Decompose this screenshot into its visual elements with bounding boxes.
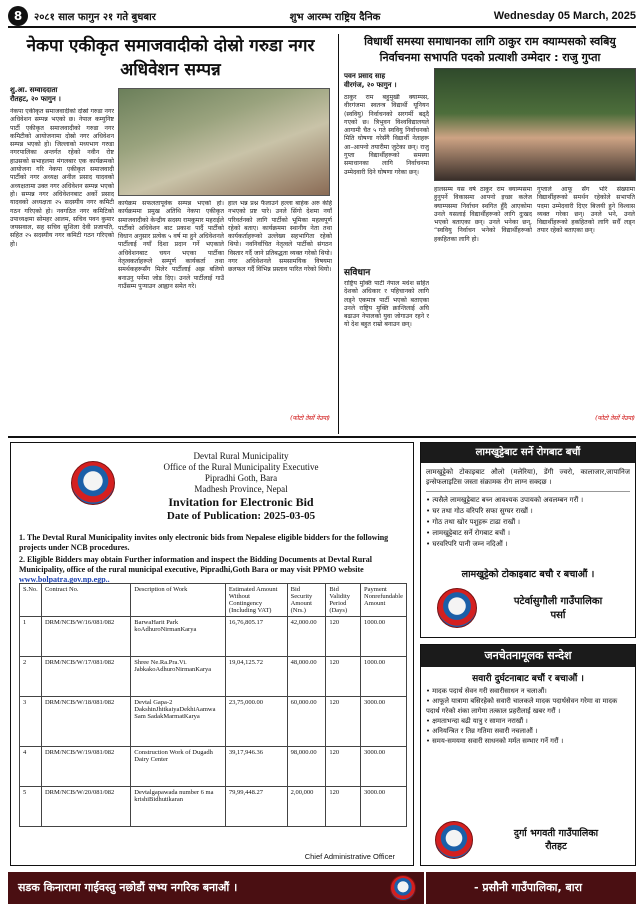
table-cell: 120	[326, 787, 361, 827]
story1-photo-caption: (फोटो तेर्सो नेउपा)	[290, 415, 330, 422]
mosquito-ad-slogan: लामखुट्टेको टोकाइबाट बचौ र बचाऔं ।	[461, 569, 595, 580]
table-row	[20, 787, 407, 827]
bid-date: Date of Publication: 2025-03-05	[166, 510, 316, 522]
story2-byline: पवन प्रसाद साह वीरगंज, २० फागुन ।	[344, 72, 397, 89]
municipality-emblem-icon	[437, 588, 477, 628]
story2-subhead: सविधान	[344, 268, 371, 278]
page-number: 8	[8, 6, 28, 26]
bid-line3: Pipradhi Goth, Bara	[204, 473, 278, 483]
bid-para2: 2. Eligible Bidders may obtain Further information and inspect the Bidding Documents at Devtal Rural Municipality, office of the rural municipal executive, Pipradhi,Goth Bara or may visit PPMO website	[19, 555, 372, 574]
table-cell: 48,000.00	[287, 657, 326, 697]
table-cell: 1	[20, 617, 42, 657]
table-cell: Devtalgapawada number 6 ma krishiBidhutikaran	[131, 787, 226, 827]
newspaper-name: शुभ आरम्भ राष्ट्रिय दैनिक	[289, 12, 381, 23]
col-header: Description of Work	[131, 584, 226, 617]
story2-column3: गुप्ताले आफू सँग भरि संख्यामा विद्यार्थीहरूको समर्थन रहेकोले सभापति पदमा उम्मेदवारी दिएर बिजयी हुने विश्वास व्यक्त गरेका छन्। उनले भने, उनले विद्यार्थीहरूको हकहितको लागि सधैँ लड्न तयार रहेको बताएका छन्।	[537, 186, 635, 235]
table-cell: 4	[20, 747, 42, 787]
tip-item: • क्षमताभन्दा बढी यात्रु र सामान नराखौं ।	[426, 716, 630, 726]
table-cell: 42,000.00	[287, 617, 326, 657]
mosquito-ad-place: पर्सा	[550, 610, 566, 621]
footer-left-text: सडक किनारामा गाईवस्तु नछोडौं सभ्य नगरिक बनाऔं ।	[18, 881, 238, 894]
table-cell: 120	[326, 747, 361, 787]
footer-right-text: - प्रसौनी गाउँपालिका, बारा	[424, 872, 630, 904]
tip-item: • त्यसैले लामखुट्टेबाट बच्न आवश्यक उपायको अवलम्बन गरौं ।	[426, 495, 630, 506]
story2-column1: ठाकुर राम बहुमुखी क्याम्पस, वीरगंजमा स्वतन्त्र विद्यार्थी यूनियन (स्ववियु) निर्वाचनको सरगर्मी बढ्दै गएको छ। त्रिभुवन विश्वविद्यालयले आगामी चैत ५ गते स्ववियु निर्वाचनको मिति घोषणा गरेसँगै विद्यार्थी नेताहरू आ–आफ्नो तयारीमा जुटेका छन्। राजु गुप्ता विद्यार्थीहरूको समस्या समाधानका लागि निर्वाचनमा उम्मेदवारी दिने घोषणा गरेका छन्।	[344, 94, 429, 176]
table-cell: DRM/NCB/W/18/081/082	[41, 697, 130, 747]
table-cell: 2,00,000	[287, 787, 326, 827]
mosquito-ad-org: पटेर्वासुगौली गाउँपालिका	[513, 596, 603, 607]
table-cell: 16,76,805.17	[225, 617, 287, 657]
story2-headline: विधार्थी समस्या समाधानका लागि ठाकुर राम क्याम्पसको स्वबियु निर्वाचनमा सभापति पदको प्रत्याशी उम्मेदार : राजु गुप्ता	[364, 35, 616, 64]
table-row	[20, 657, 407, 697]
table-cell: 60,000.00	[287, 697, 326, 747]
column-divider	[338, 34, 339, 434]
table-cell: 19,04,125.72	[225, 657, 287, 697]
col-header: Estimated Amount Without Contingency (Including VAT)	[225, 584, 287, 617]
col-header: Contract No.	[41, 584, 130, 617]
story1-column3: हाल भन्न प्रश्न फैलाउने हल्ला बाहेक अरु केहि नभएको प्रष्ट पारे। उनले सिंगो देशमा नयाँ परिवर्तनको लागि पार्टीको भूमिका महत्वपूर्ण रहेको बताए। कार्यक्रममा स्थानीय नेता तथा कार्यकर्ताहरूको उल्लेख्य सहभागिता रहेको थियो। नवनिर्वाचित नेतृत्वले पार्टीको संगठन विस्तार गर्दै जाने प्रतिबद्धता व्यक्त गरेको थियो। नगर अधिवेशनले समसामयिक विषयमा छलफल गर्दै विभिन्न प्रस्ताव पारित गरेको थियो।	[228, 200, 332, 274]
story1-headline: नेकपा एकीकृत समाजवादीको दोस्रो गरुडा नगर अधिवेशन सम्पन्न	[26, 36, 315, 80]
bid-para1: 1. The Devtal Rural Municipality invites only electronic bids from Nepalese eligible bidders for the following projects under NCB procedures.	[19, 533, 389, 552]
table-cell: 2	[20, 657, 42, 697]
municipality-emblem-icon	[390, 875, 416, 901]
bid-title: Invitation for Electronic Bid	[168, 495, 314, 509]
bid-table	[19, 583, 407, 827]
tip-item: • गोठ तथा खोर पशुहरू टाढा राखौं ।	[426, 517, 630, 528]
tip-item: • घरवरिपरि पानी जम्न नदिऔं ।	[426, 539, 630, 550]
tip-item: • मादक पदार्थ सेवन गरी सवारीसाधन न चलाऔं।	[426, 686, 630, 696]
table-cell: Construction Work of Dugadh Dairy Center	[131, 747, 226, 787]
story2-photo-caption: (फोटो तेर्सो नेउपा)	[595, 415, 635, 422]
table-cell: 3000.00	[361, 697, 407, 747]
tip-item: • लामखुट्टेबाट सर्ने रोगबाट बचौं ।	[426, 528, 630, 539]
story2-photo	[434, 68, 636, 181]
table-cell: DRM/NCB/W/19/081/082	[41, 747, 130, 787]
table-cell: 98,000.00	[287, 747, 326, 787]
story2-column1b: राष्ट्रिय मुक्ति पार्टी नेपाल मधेश सहित देशको अधिकार र पहिचानको लागि लड्ने एकमात्र पार्टी भएको बताएका उनले राष्ट्रिय मुक्ति क्रान्तिलाई अघि बढाउन नेपालको युवा जोगाउन रहने र यो देश बहुत राम्रो बनाउन छन्।	[344, 280, 429, 329]
tip-item: • अनियन्त्रित र तिव्र गतिमा सवारी नचलाऔं ।	[426, 726, 630, 736]
mosquito-ad-title: लामखुट्टेबाट सर्ने रोगबाट बचौं	[421, 443, 635, 463]
bid-signature: Chief Administrative Officer	[304, 852, 395, 861]
table-cell: Shree Ne.Ra.Pra.Vi. JabkakoAdhuroNirmanKarya	[131, 657, 226, 697]
story1-column1: नेकपा एकीकृत समाजवादीको दोस्रो गरुडा नगर अधिवेशन सम्पन्न भएको छ। नेपाल कम्युनिष्ट पार्टी एकीकृत समाजवादीको गरुडा नगर कमिटीको आयोजनामा दोस्रो नगर अधिवेशन सम्पन्न भएको हो। जिल्लाको मध्यभाग गरुडा नगरपालिका अन्तर्गत रहेको नवीन रोष्ट हाउसको सभाहलमा मंगलबार एक कार्यक्रमको आयोजना गरि नेकपा एकीकृत समाजवादी पार्टीको नगर अध्यक्ष अनील प्रसाद यादवको अध्यक्षतामा उक्त नगर अधिवेशन सम्पन्न भएको हो। सम्पन्न नगर अधिवेशनबाट अर्को प्रसाद यादवको अध्यक्षता २५ सदस्यीय नगर कमिटी गठन गरिएको हो। नवगठित नगर कमिटिको उपाध्यक्षमा सोमहर आलम, सचिव पवन कुमार जयसवाल, सह सचिव सुशिला देवी प्रजापति, सहित २५ सदस्यीय नगर कमिटी गठन गरिएको हो।	[10, 108, 114, 248]
mosquito-tips	[421, 492, 635, 553]
road-safety-org: दुर्गा भगवती गाउँपालिका	[513, 828, 599, 839]
table-row	[20, 747, 407, 787]
table-cell: 1000.00	[361, 657, 407, 697]
mosquito-ad	[420, 442, 636, 638]
table-cell: 120	[326, 657, 361, 697]
table-cell: 1000.00	[361, 617, 407, 657]
english-date: Wednesday 05 March, 2025	[493, 10, 637, 22]
municipality-emblem-icon	[435, 821, 473, 859]
table-cell: 3	[20, 697, 42, 747]
table-row	[20, 617, 407, 657]
table-cell: DRM/NCB/W/16/081/082	[41, 617, 130, 657]
table-cell: 23,75,000.00	[225, 697, 287, 747]
col-header: Bid Security Amount (Nrs.)	[287, 584, 326, 617]
story1-column2: कार्यक्रम सफलतापूर्वक सम्पन्न भएको हो। कार्यक्रममा प्रमुख अतिथि नेकपा एकीकृत समाजवादीको केन्द्रीय सदस्य रामकुमार महराईले पार्टीको अधिवेशन बाट प्रकाश पार्दै पार्टीको विधान अनुसार प्रत्येक ५ वर्ष मा हुने अधिवेशनले पार्टीलाई नयाँ दिशा प्रदान गर्ने भएकाले अधिवेशनबाट चयन भएका पार्टीका नेतृत्वकर्ताहरूले सम्पूर्ण कार्यकर्ता तथा समर्थकहरूसँग मिलेर पार्टीलाई अझ बलियो बनाउनु पर्नेमा जोड दिए। उनले पार्टीलाई गाउँ गाउँसम्म पुर्‍याउन आह्वान समेत गरे।	[118, 200, 224, 290]
table-cell: DRM/NCB/W/17/081/082	[41, 657, 130, 697]
story1-photo	[118, 88, 330, 196]
col-header: S.No.	[20, 584, 42, 617]
bid-line4: Madhesh Province, Nepal	[194, 484, 288, 494]
section-divider	[8, 436, 636, 438]
table-cell: 39,17,946.36	[225, 747, 287, 787]
road-safety-slogan: सवारी दुर्घटनाबाट बचौं र बचाऔं ।	[472, 674, 584, 684]
table-cell: 120	[326, 697, 361, 747]
story1-byline: शु.आ. सम्वाददाता रौतहट, २० फागुन ।	[10, 86, 61, 103]
table-cell: 120	[326, 617, 361, 657]
bid-line2: Office of the Rural Municipality Executive	[163, 462, 319, 472]
nepali-date: २०८१ साल फागुन २१ गते बुधबार	[34, 12, 156, 23]
page-header	[8, 6, 636, 28]
road-safety-place: रौतहट	[545, 841, 567, 852]
col-header: Bid Validity Period (Days)	[326, 584, 361, 617]
footer-banner	[8, 872, 636, 904]
table-cell: Devtal Gapa-2 DakshinJhitkaiyaDekhiAamwa Sam SadakMarmatKarya	[131, 697, 226, 747]
col-header: Payment Nonrefundable Amount	[361, 584, 407, 617]
table-cell: 3000.00	[361, 787, 407, 827]
mosquito-ad-body: लामखुट्टेको टोकाइबाट औलो (मलेरिया), डेंगी ज्वरो, कालाजार,जापानिज इन्सेफलाइटिस जस्ता संक्रामक रोग लाग्न सक्दछ ।	[426, 468, 630, 486]
ppmo-link[interactable]: www.bolpatra.gov.np.egp..	[19, 575, 110, 584]
tip-item: • आफूले यात्रामा बसिरहेको सवारी चालकले मादक पदार्थसेवन गरेमा वा मादक पदार्थ गरेको शंका लागेमा तत्काल प्रहरीलाई खबर गरौं ।	[426, 696, 630, 716]
road-safety-ad	[420, 644, 636, 866]
bid-line1: Devtal Rural Municipality	[193, 451, 289, 461]
table-cell: 3000.00	[361, 747, 407, 787]
tip-item: • घर तथा गोठ वरिपरि सफा सुग्घर राखौं ।	[426, 506, 630, 517]
table-cell: 79,99,448.27	[225, 787, 287, 827]
story2-column2: हालसम्म यस वर्ष ठाकुर राम क्याम्पसमा हुनुपर्ने विकासमा आफ्नो इच्छा कलेज क्याम्पसमा निर्वाचन स्थगित हुँदै आएकोमा उनले यसलाई विद्यार्थीहरूको लागि दुःखद भएको बताएका छन्। उनले भनेका छन्, “स्ववियु निर्वाचन भनेको विद्यार्थीहरूको हकहितका लागि हो।	[434, 186, 532, 243]
bid-notice	[10, 442, 414, 866]
table-cell: 5	[20, 787, 42, 827]
road-safety-title: जनचेतनामूलक सन्देश	[421, 645, 635, 667]
table-cell: DRM/NCB/W/20/081/082	[41, 787, 130, 827]
road-safety-tips	[421, 684, 635, 748]
tip-item: • समय-समयमा सवारी साधनको मर्मत सम्भार गर्ने गरौं ।	[426, 736, 630, 746]
table-cell: BarwaHarit Park koAdhuroNirmanKarya	[131, 617, 226, 657]
table-row	[20, 697, 407, 747]
